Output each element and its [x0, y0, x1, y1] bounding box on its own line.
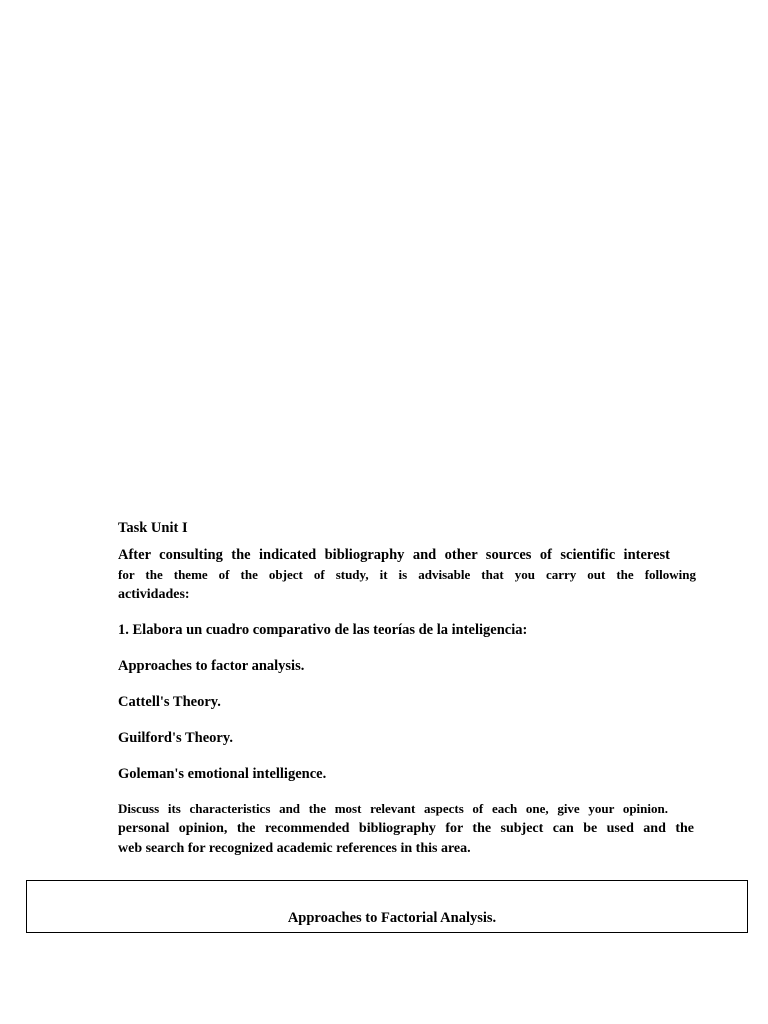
intro-line: After consulting the indicated bibliography and other sources of scientific interest — [118, 547, 670, 563]
discussion-line: Discuss its characteristics and the most relevant aspects of each one, give your opinion. — [118, 801, 668, 816]
section-heading: Task Unit I — [118, 520, 188, 536]
intro-line: for the theme of the object of study, it is advisable that you carry out the following — [118, 567, 696, 582]
comparison-table — [26, 880, 748, 933]
discussion-paragraph — [118, 799, 696, 859]
table-title: Approaches to Factorial Analysis. — [287, 910, 497, 926]
topic-item: Cattell's Theory. — [118, 694, 221, 710]
topic-item: Approaches to factor analysis. — [118, 658, 305, 674]
discussion-line: web search for recognized academic references in this area. — [118, 841, 471, 856]
task-instruction: 1. Elabora un cuadro comparativo de las teorías de la inteligencia: — [118, 622, 528, 638]
intro-paragraph — [118, 545, 696, 605]
intro-line: actividades: — [118, 587, 190, 602]
topic-list — [118, 656, 696, 785]
document-body — [118, 518, 696, 859]
discussion-line: personal opinion, the recommended bibliography for the subject can be used and the — [118, 821, 694, 836]
topic-item: Guilford's Theory. — [118, 730, 233, 746]
topic-item: Goleman's emotional intelligence. — [118, 766, 327, 782]
